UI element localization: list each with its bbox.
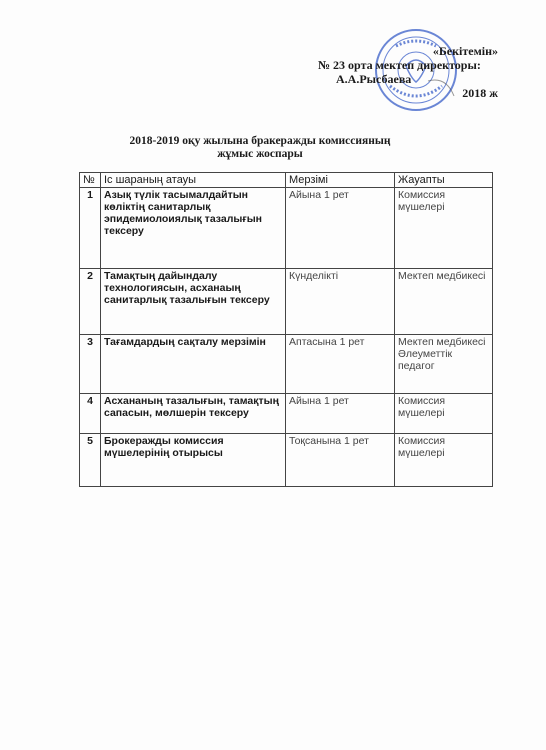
row-responsible: Комиссия мүшелері xyxy=(395,394,493,434)
table-row xyxy=(80,394,493,434)
table-row xyxy=(80,188,493,269)
approval-director-name: А.А.Рысбаева xyxy=(336,72,412,86)
document-title xyxy=(110,135,410,161)
title-line-2: жұмыс жоспары xyxy=(217,148,303,160)
row-event-name: Тағамдардың сақталу мерзімін xyxy=(101,335,286,394)
row-event-name: Брокеражды комиссия мүшелерінің отырысы xyxy=(101,434,286,487)
table-row xyxy=(80,269,493,335)
approval-block xyxy=(318,44,498,100)
commission-plan-table xyxy=(79,172,493,487)
header-responsible: Жауапты xyxy=(395,173,493,188)
row-responsible: Комиссия мүшелері xyxy=(395,434,493,487)
row-term: Аптасына 1 рет xyxy=(286,335,395,394)
approval-position: № 23 орта мектеп директоры: xyxy=(318,58,481,72)
row-event-name: Тамақтың дайындалу технологиясын, асханаың санитарлық тазалығын тексеру xyxy=(101,269,286,335)
table-row xyxy=(80,335,493,394)
approval-year: 2018 ж xyxy=(462,86,498,100)
row-number: 4 xyxy=(80,394,101,434)
row-responsible: Мектеп медбикесі Әлеуметтік педагог xyxy=(395,335,493,394)
table-header-row xyxy=(80,173,493,188)
row-event-name: Азық түлік тасымалдайтын көліктің санитарлық эпидемиолоиялық тазалығын тексеру xyxy=(101,188,286,269)
row-event-name: Асхананың тазалығын, тамақтың сапасын, мөлшерін тексеру xyxy=(101,394,286,434)
row-term: Тоқсанына 1 рет xyxy=(286,434,395,487)
header-number: № xyxy=(80,173,101,188)
header-term: Мерзімі xyxy=(286,173,395,188)
row-responsible: Комиссия мүшелері xyxy=(395,188,493,269)
row-number: 2 xyxy=(80,269,101,335)
row-term: Айына 1 рет xyxy=(286,394,395,434)
table-row xyxy=(80,434,493,487)
row-responsible: Мектеп медбикесі xyxy=(395,269,493,335)
row-number: 1 xyxy=(80,188,101,269)
row-number: 5 xyxy=(80,434,101,487)
header-event-name: Іс шараның атауы xyxy=(101,173,286,188)
title-line-1: 2018-2019 оқу жылына бракеражды комиссияның xyxy=(129,135,391,147)
row-term: Айына 1 рет xyxy=(286,188,395,269)
row-term: Күнделікті xyxy=(286,269,395,335)
row-number: 3 xyxy=(80,335,101,394)
approval-heading: «Бекітемін» xyxy=(432,44,498,58)
